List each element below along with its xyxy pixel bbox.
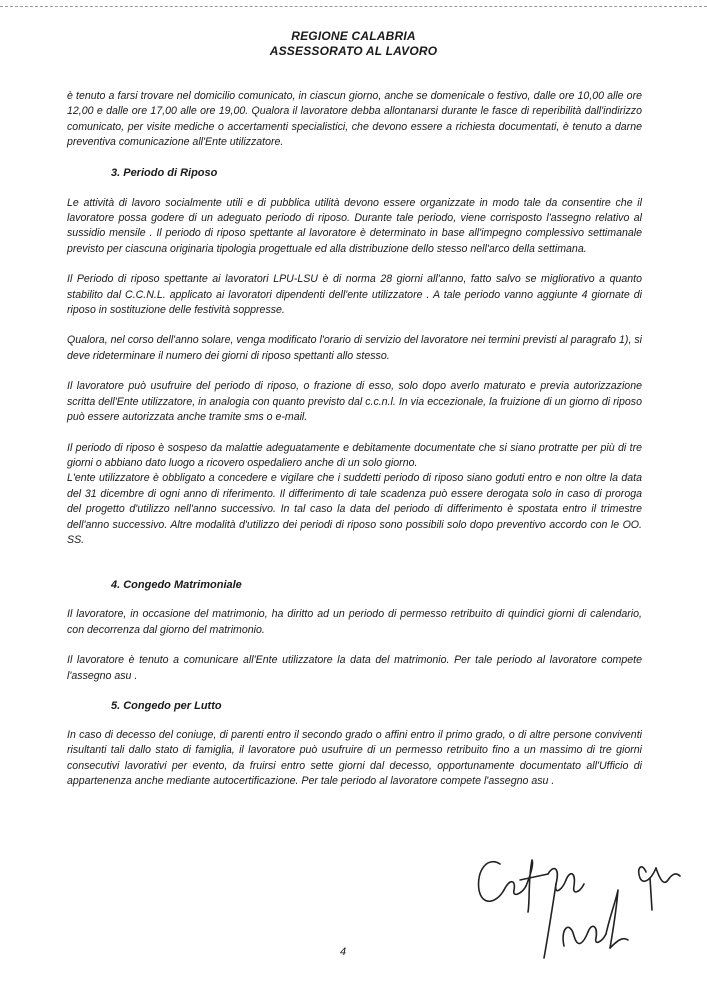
document-header (0, 29, 707, 59)
heading-congedo-matrimoniale: 4. Congedo Matrimoniale (111, 579, 242, 592)
header-region: REGIONE CALABRIA (291, 29, 416, 43)
header-department: ASSESSORATO AL LAVORO (269, 44, 438, 58)
paragraph-riposo-1: Le attività di lavoro socialmente utili e di pubblica utilità devono essere organizzate in modo tale da consentire che il lavoratore possa godere di un adeguato periodo di riposo. Durante tale periodo, viene corrisposto l'assegno relativo al sussidio mensile . Il periodo di riposo spettante al lavoratore è determinato in base all'impegno complessivo settimanale previsto per ciascuna originaria tipologia progettuale ed alla distribuzione dello stesso nell'arco della settimana. (67, 196, 642, 255)
heading-congedo-lutto: 5. Congedo per Lutto (111, 699, 222, 712)
paragraph-riposo-5b: L'ente utilizzatore è obbligato a concedere e vigilare che i suddetti periodo di riposo siano goduti entro e non oltre la data del 31 dicembre di ogni anno di riferimento. Il differimento di tale scadenza può essere derogata solo in caso di proroga del progetto d'utilizzo nell'anno successivo. In tal caso la data del periodo di differimento è spostata entro il trimestre dell'anno successivo. Altre modalità d'utilizzo dei periodi di riposo sono possibili solo dopo preventivo accordo con le OO. SS. (67, 472, 642, 546)
paragraph-lutto-1: In caso di decesso del coniuge, di parenti entro il secondo grado o affini entro il primo grado, o di altre persone conviventi risultanti tali dallo stato di famiglia, il lavoratore può usufruire di un permesso retribuito fino a un massimo di tre giorni consecutivi lavorativi per evento, da fruirsi entro sette giorni dal decesso, opportunamente documentato all'Ufficio di appartenenza anche mediante autocertificazione. Per tale periodo al lavoratore compete l'assegno asu . (67, 728, 642, 788)
paragraph-matrimonio-1: Il lavoratore, in occasione del matrimonio, ha diritto ad un periodo di permesso retribuito di quindici giorni di calendario, con decorrenza dal giorno del matrimonio. (67, 608, 642, 636)
heading-periodo-riposo: 3. Periodo di Riposo (111, 166, 218, 179)
page-number: 4 (340, 946, 347, 958)
paragraph-riposo-2: Il Periodo di riposo spettante ai lavoratori LPU-LSU è di norma 28 giorni all'anno, fatto salvo se migliorativo a quanto stabilito dal C.C.N.L. applicato ai lavoratori dipendenti dell'ente utilizzatore . A tale periodo vanno aggiunte 4 giornate di riposo in sostituzione delle festività soppresse. (67, 273, 642, 317)
paragraph-intro: è tenuto a farsi trovare nel domicilio comunicato, in ciascun giorno, anche se domenicale o festivo, dalle ore 10,00 alle ore 12,00 e dalle ore 17,00 alle ore 19,00. Qualora il lavoratore debba allontanarsi durante le fasce di reperibilità dall'indirizzo comunicato, per visite mediche o accertamenti specialistici, che devono essere a richiesta documentati, è tenuto a darne preventiva comunicazione all'Ente utilizzatore. (67, 90, 642, 149)
paragraph-riposo-3: Qualora, nel corso dell'anno solare, venga modificato l'orario di servizio del lavoratore nei termini previsti al paragrafo 1), si deve rideterminare il numero dei giorni di riposo spettanti allo stesso. (67, 334, 642, 362)
document-body (67, 89, 642, 790)
handwritten-signature (470, 850, 695, 965)
scan-top-border (0, 6, 707, 7)
paragraph-matrimonio-2: Il lavoratore è tenuto a comunicare all'Ente utilizzatore la data del matrimonio. Per tale periodo al lavoratore compete l'assegno asu . (67, 654, 642, 682)
paragraph-riposo-5a: Il periodo di riposo è sospeso da malattie adeguatamente e debitamente documentate che si siano protratte per più di tre giorni o abbiano dato luogo a ricovero ospedaliero anche di un solo giorno. (67, 441, 642, 469)
paragraph-riposo-4: Il lavoratore può usufruire del periodo di riposo, o frazione di esso, solo dopo averlo maturato e previa autorizzazione scritta dell'Ente utilizzatore, in analogia con quanto previsto dal c.c.n.l. In via eccezionale, la fruizione di un giorno di riposo può essere autorizzata anche tramite sms o e-mail. (67, 380, 642, 424)
